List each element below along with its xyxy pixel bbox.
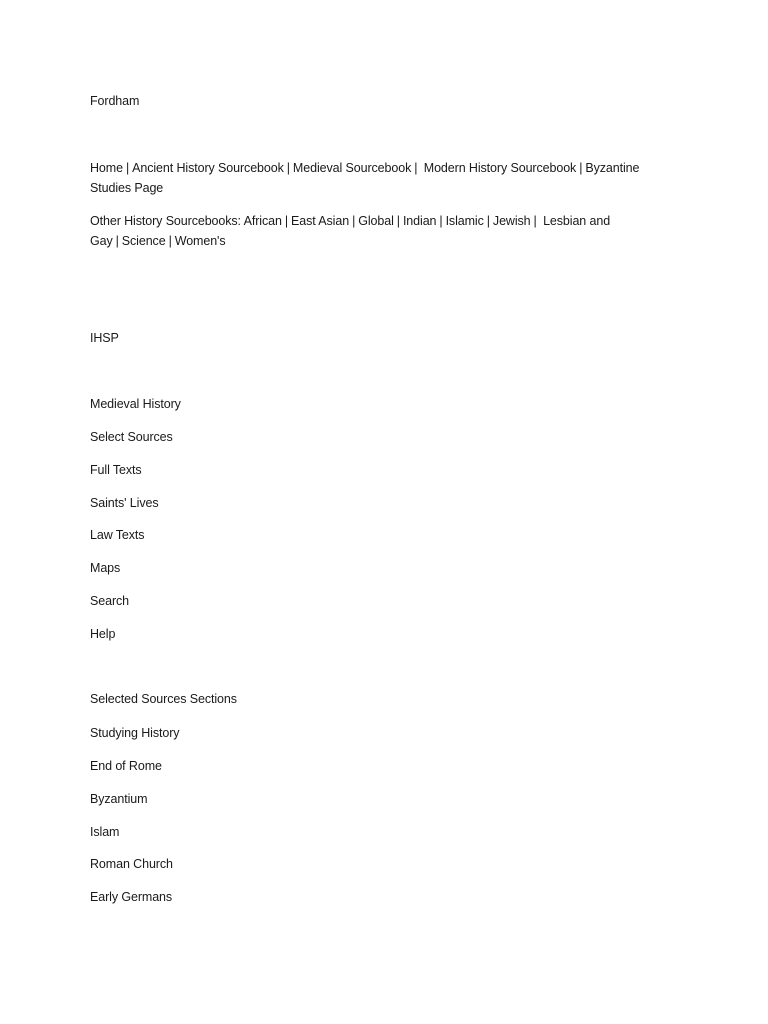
nav-separator: | bbox=[284, 214, 288, 228]
nav-link-womens[interactable]: Women's bbox=[174, 234, 226, 248]
main-nav bbox=[90, 158, 680, 198]
section-link-studying-history[interactable]: Studying History bbox=[90, 726, 180, 740]
nav-link-lesbian-and-gay[interactable]: Lesbian and Gay bbox=[90, 214, 611, 248]
menu-item-full-texts[interactable]: Full Texts bbox=[90, 463, 142, 477]
menu-item-search[interactable]: Search bbox=[90, 594, 130, 608]
nav-separator: | bbox=[352, 214, 356, 228]
nav-link-modern-history-sourcebook[interactable]: Modern History Sourcebook bbox=[423, 161, 577, 175]
nav-separator: | bbox=[533, 214, 541, 228]
site-name: Fordham bbox=[90, 94, 140, 108]
nav-link-indian[interactable]: Indian bbox=[402, 214, 437, 228]
nav-link-islamic[interactable]: Islamic bbox=[445, 214, 484, 228]
nav-link-african[interactable]: African bbox=[243, 214, 282, 228]
selected-sources-sections-heading: Selected Sources Sections bbox=[90, 692, 237, 706]
nav-link-global[interactable]: Global bbox=[358, 214, 394, 228]
nav-separator: | bbox=[286, 161, 290, 175]
section-link-end-of-rome[interactable]: End of Rome bbox=[90, 759, 162, 773]
section-link-roman-church[interactable]: Roman Church bbox=[90, 857, 173, 871]
other-sourcebooks-prefix: Other History Sourcebooks: bbox=[90, 214, 241, 228]
menu-item-select-sources[interactable]: Select Sources bbox=[90, 430, 173, 444]
nav-separator: | bbox=[396, 214, 400, 228]
nav-separator: | bbox=[414, 161, 421, 175]
nav-separator: | bbox=[439, 214, 443, 228]
section-link-islam[interactable]: Islam bbox=[90, 825, 120, 839]
ihsp-link[interactable]: IHSP bbox=[90, 331, 119, 345]
section-link-early-germans[interactable]: Early Germans bbox=[90, 890, 173, 904]
nav-separator: | bbox=[486, 214, 490, 228]
nav-separator: | bbox=[579, 161, 583, 175]
nav-link-byzantine-studies-page[interactable]: Byzantine Studies Page bbox=[90, 161, 640, 195]
nav-link-jewish[interactable]: Jewish bbox=[492, 214, 531, 228]
nav-separator: | bbox=[115, 234, 119, 248]
menu-item-maps[interactable]: Maps bbox=[90, 561, 121, 575]
menu-item-medieval-history[interactable]: Medieval History bbox=[90, 397, 181, 411]
nav-link-ancient-history-sourcebook[interactable]: Ancient History Sourcebook bbox=[132, 161, 284, 175]
section-link-byzantium[interactable]: Byzantium bbox=[90, 792, 148, 806]
nav-link-east-asian[interactable]: East Asian bbox=[291, 214, 350, 228]
nav-separator: | bbox=[125, 161, 130, 175]
menu-item-help[interactable]: Help bbox=[90, 627, 116, 641]
nav-separator: | bbox=[168, 234, 172, 248]
menu-item-saints-lives[interactable]: Saints' Lives bbox=[90, 496, 159, 510]
nav-link-medieval-sourcebook[interactable]: Medieval Sourcebook bbox=[292, 161, 412, 175]
other-sourcebooks-nav bbox=[90, 211, 680, 251]
menu-item-law-texts[interactable]: Law Texts bbox=[90, 528, 145, 542]
nav-link-home[interactable]: Home bbox=[90, 161, 123, 175]
nav-link-science[interactable]: Science bbox=[121, 234, 166, 248]
